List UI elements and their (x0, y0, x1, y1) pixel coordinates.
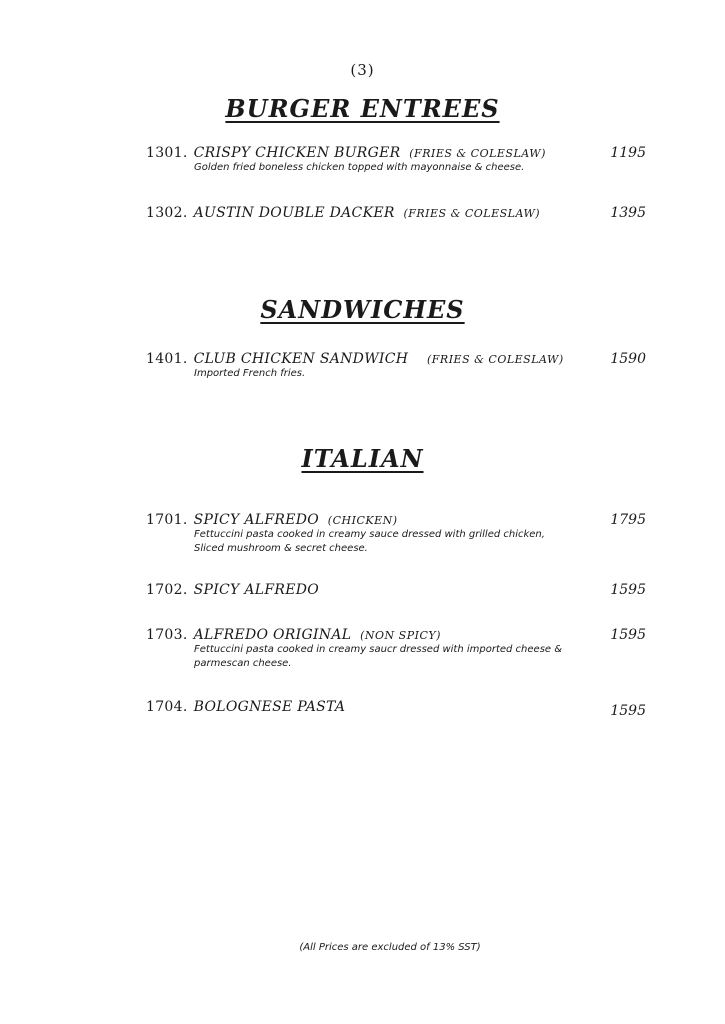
item-description: Golden fried boneless chicken topped with mayonnaise & cheese. (194, 162, 525, 173)
item-code: 1401. (146, 351, 188, 367)
item-price: 1590 (610, 351, 646, 367)
menu-item-1703 (146, 627, 646, 671)
item-price: 1595 (610, 582, 646, 598)
section-title-sandwiches: SANDWICHES (260, 295, 465, 324)
item-code: 1703. (146, 627, 188, 643)
item-note: (CHICKEN) (327, 514, 398, 527)
menu-item-1302 (146, 205, 646, 221)
page-number: (3) (350, 61, 375, 79)
item-note: (FRIES & COLESLAW) (427, 353, 564, 366)
item-note: (NON SPICY) (360, 629, 441, 642)
item-price: 1195 (610, 145, 646, 161)
item-name: ALFREDO ORIGINAL (193, 627, 352, 643)
item-description: Imported French fries. (194, 368, 306, 379)
item-description-line-2: parmescan cheese. (194, 658, 292, 669)
menu-item-1702 (146, 582, 646, 598)
item-price: 1595 (610, 627, 646, 643)
item-code: 1301. (146, 145, 188, 161)
item-name: SPICY ALFREDO (193, 582, 320, 598)
item-price: 1795 (610, 512, 646, 528)
item-code: 1701. (146, 512, 188, 528)
menu-item-1401 (146, 351, 646, 381)
item-description-line-2: Sliced mushroom & secret cheese. (194, 543, 368, 554)
item-price: 1395 (610, 205, 646, 221)
item-name: SPICY ALFREDO (193, 512, 320, 528)
item-note: (FRIES & COLESLAW) (403, 207, 541, 220)
item-price: 1595 (610, 703, 646, 719)
menu-item-1701 (146, 512, 646, 556)
item-code: 1302. (146, 205, 188, 221)
item-name: AUSTIN DOUBLE DACKER (193, 205, 395, 221)
section-title-italian: ITALIAN (301, 444, 424, 473)
item-code: 1702. (146, 582, 188, 598)
item-name: BOLOGNESE PASTA (193, 699, 346, 715)
item-code: 1704. (146, 699, 188, 715)
item-name: CLUB CHICKEN SANDWICH (193, 351, 409, 367)
section-title-burger-entrees: BURGER ENTREES (225, 94, 500, 123)
item-note: (FRIES & COLESLAW) (409, 147, 546, 160)
footer-tax-note: (All Prices are excluded of 13% SST) (299, 942, 481, 953)
menu-item-1704 (146, 699, 646, 719)
menu-item-1301 (146, 145, 646, 175)
item-description: Fettuccini pasta cooked in creamy saucr dressed with imported cheese & (194, 644, 563, 655)
item-description: Fettuccini pasta cooked in creamy sauce dressed with grilled chicken, (194, 529, 545, 540)
item-name: CRISPY CHICKEN BURGER (193, 145, 401, 161)
